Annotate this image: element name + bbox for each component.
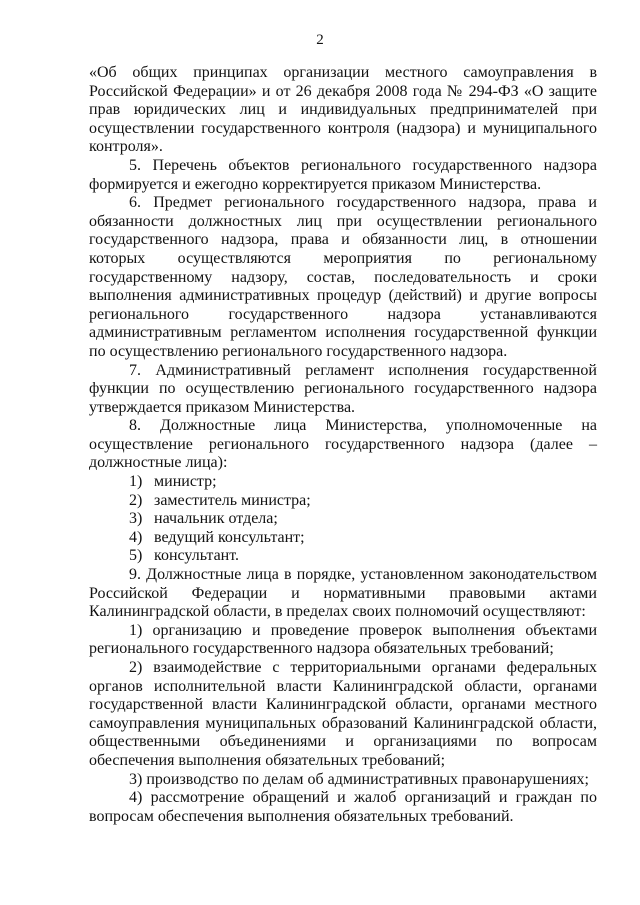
list-item-text: начальник отдела; [154,510,278,528]
list-item-text: консультант. [154,547,240,565]
list-item [89,529,597,548]
list-item-text: ведущий консультант; [154,528,305,546]
list-item [89,547,597,566]
list-item-number: 3) [129,510,143,528]
list-item [89,510,597,529]
paragraph-9: 9. Должностные лица в порядке, установленном законодательством Российской Федерации и нормативными правовыми актами Калининградской области, в пределах своих полномочий осуществляют: [89,566,597,621]
list-item [89,473,597,492]
paragraph-7: 7. Административный регламент исполнения государственной функции по осуществлению регионального государственного надзора утверждается приказом Министерства. [89,361,597,416]
list-item-text: министр; [154,473,217,491]
list-item: 1) организацию и проведение проверок выполнения объектами регионального государственного надзора обязательных требований; [89,621,597,658]
list-item-text: заместитель министра; [154,491,311,509]
paragraph-5: 5. Перечень объектов регионального государственного надзора формируется и ежегодно корректируется приказом Министерства. [89,156,597,193]
page-number: 2 [316,32,324,48]
list-item: 3) производство по делам об административных правонарушениях; [129,770,589,788]
paragraph-6: 6. Предмет регионального государственного надзора, права и обязанности должностных лиц при осуществлении регионального государственного надзора, права и обязанности лиц, в отношении которых осуществляются мероприятия по региональному государственному надзору, состав, последовательность и сроки выполнения административных процедур (действий) и другие вопросы регионального государственного надзора устанавливаются административным регламентом исполнения государственной функции по осуществлению регионального государственного надзора. [89,194,597,360]
list-item: 4) рассмотрение обращений и жалоб организаций и граждан по вопросам обеспечения выполнения обязательных требований. [89,789,597,825]
powers-list [89,622,597,827]
list-item [89,492,597,511]
list-item: 2) взаимодействие с территориальными органами федеральных органов исполнительной власти Калининградской области, органами государственной власти Калининградской области, органами местного самоуправления муниципальных образований Калининградской области, общественными объединениями и организациями по вопросам обеспечения выполнения обязательных требований; [89,659,597,769]
document-body [89,64,597,826]
list-item-number: 5) [129,547,143,565]
officials-list [89,473,597,566]
list-item-number: 4) [129,528,143,546]
paragraph-continuation: «Об общих принципах организации местного самоуправления в Российской Федерации» и от 26 декабря 2008 года № 294-ФЗ «О защите прав юридических лиц и индивидуальных предпринимателей при осуществлении государственного контроля (надзора) и муниципального контроля». [89,64,597,156]
list-item-number: 1) [129,473,143,491]
paragraph-8: 8. Должностные лица Министерства, уполномоченные на осуществление регионального государственного надзора (далее – должностные лица): [89,417,597,472]
list-item-number: 2) [129,491,143,509]
